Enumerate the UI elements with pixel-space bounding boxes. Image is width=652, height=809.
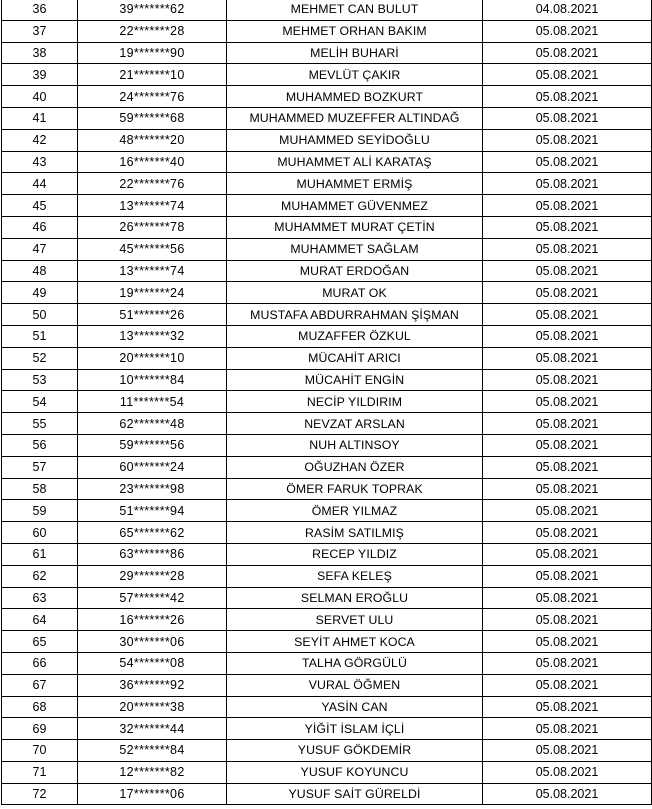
full-name-cell: MUSTAFA ABDURRAHMAN ŞİŞMAN — [227, 304, 483, 326]
table-row — [2, 347, 652, 369]
table-row — [2, 391, 652, 413]
row-number-cell: 41 — [2, 107, 78, 129]
row-number-cell: 55 — [2, 413, 78, 435]
date-cell: 05.08.2021 — [483, 216, 652, 238]
full-name-cell: MEVLÜT ÇAKIR — [227, 64, 483, 86]
full-name-cell: MUHAMMET ALİ KARATAŞ — [227, 151, 483, 173]
table-row — [2, 64, 652, 86]
full-name-cell: SELMAN EROĞLU — [227, 587, 483, 609]
full-name-cell: MUHAMMED MUZEFFER ALTINDAĞ — [227, 107, 483, 129]
date-cell: 05.08.2021 — [483, 456, 652, 478]
table-row — [2, 20, 652, 42]
id-number-cell: 30*******06 — [78, 631, 227, 653]
table-row — [2, 565, 652, 587]
date-cell: 05.08.2021 — [483, 260, 652, 282]
date-cell: 05.08.2021 — [483, 413, 652, 435]
row-number-cell: 36 — [2, 0, 78, 20]
id-number-cell: 21*******10 — [78, 64, 227, 86]
date-cell: 05.08.2021 — [483, 42, 652, 64]
table-row — [2, 107, 652, 129]
table-row — [2, 151, 652, 173]
id-number-cell: 62*******48 — [78, 413, 227, 435]
row-number-cell: 40 — [2, 86, 78, 108]
id-number-cell: 29*******28 — [78, 565, 227, 587]
full-name-cell: YUSUF KOYUNCU — [227, 761, 483, 783]
table-row — [2, 195, 652, 217]
row-number-cell: 56 — [2, 434, 78, 456]
row-number-cell: 63 — [2, 587, 78, 609]
date-cell: 05.08.2021 — [483, 86, 652, 108]
id-number-cell: 11*******54 — [78, 391, 227, 413]
table-row — [2, 783, 652, 805]
row-number-cell: 44 — [2, 173, 78, 195]
id-number-cell: 22*******76 — [78, 173, 227, 195]
full-name-cell: SEFA KELEŞ — [227, 565, 483, 587]
full-name-cell: RASİM SATILMIŞ — [227, 522, 483, 544]
full-name-cell: NECİP YILDIRIM — [227, 391, 483, 413]
id-number-cell: 60*******24 — [78, 456, 227, 478]
row-number-cell: 58 — [2, 478, 78, 500]
full-name-cell: MUZAFFER ÖZKUL — [227, 325, 483, 347]
date-cell: 05.08.2021 — [483, 325, 652, 347]
row-number-cell: 45 — [2, 195, 78, 217]
id-number-cell: 59*******68 — [78, 107, 227, 129]
row-number-cell: 52 — [2, 347, 78, 369]
full-name-cell: MÜCAHİT ARICI — [227, 347, 483, 369]
row-number-cell: 71 — [2, 761, 78, 783]
id-number-cell: 36*******92 — [78, 674, 227, 696]
date-cell: 05.08.2021 — [483, 522, 652, 544]
table-row — [2, 260, 652, 282]
row-number-cell: 57 — [2, 456, 78, 478]
row-number-cell: 69 — [2, 718, 78, 740]
table-row — [2, 587, 652, 609]
table-row — [2, 86, 652, 108]
date-cell: 05.08.2021 — [483, 282, 652, 304]
date-cell: 05.08.2021 — [483, 609, 652, 631]
date-cell: 05.08.2021 — [483, 391, 652, 413]
table-row — [2, 674, 652, 696]
full-name-cell: MUHAMMED BOZKURT — [227, 86, 483, 108]
full-name-cell: MUHAMMET GÜVENMEZ — [227, 195, 483, 217]
row-number-cell: 50 — [2, 304, 78, 326]
id-number-cell: 19*******90 — [78, 42, 227, 64]
table-row — [2, 216, 652, 238]
id-number-cell: 63*******86 — [78, 543, 227, 565]
date-cell: 05.08.2021 — [483, 347, 652, 369]
id-number-cell: 13*******74 — [78, 260, 227, 282]
full-name-cell: RECEP YILDIZ — [227, 543, 483, 565]
table-row — [2, 369, 652, 391]
date-cell: 05.08.2021 — [483, 369, 652, 391]
id-number-cell: 13*******74 — [78, 195, 227, 217]
table-row — [2, 631, 652, 653]
table-row — [2, 238, 652, 260]
date-cell: 05.08.2021 — [483, 761, 652, 783]
table-row — [2, 478, 652, 500]
full-name-cell: NEVZAT ARSLAN — [227, 413, 483, 435]
full-name-cell: MUHAMMET SAĞLAM — [227, 238, 483, 260]
id-number-cell: 22*******28 — [78, 20, 227, 42]
id-number-cell: 52*******84 — [78, 740, 227, 762]
table-row — [2, 543, 652, 565]
date-cell: 04.08.2021 — [483, 0, 652, 20]
row-number-cell: 72 — [2, 783, 78, 805]
row-number-cell: 47 — [2, 238, 78, 260]
id-number-cell: 59*******56 — [78, 434, 227, 456]
full-name-cell: YASİN CAN — [227, 696, 483, 718]
full-name-cell: VURAL ÖĞMEN — [227, 674, 483, 696]
date-cell: 05.08.2021 — [483, 129, 652, 151]
row-number-cell: 67 — [2, 674, 78, 696]
full-name-cell: YUSUF GÖKDEMİR — [227, 740, 483, 762]
row-number-cell: 43 — [2, 151, 78, 173]
id-number-cell: 45*******56 — [78, 238, 227, 260]
id-number-cell: 51*******26 — [78, 304, 227, 326]
full-name-cell: YİĞİT İSLAM İÇLİ — [227, 718, 483, 740]
id-number-cell: 23*******98 — [78, 478, 227, 500]
table-row — [2, 652, 652, 674]
table-row — [2, 522, 652, 544]
date-cell: 05.08.2021 — [483, 587, 652, 609]
id-number-cell: 10*******84 — [78, 369, 227, 391]
id-number-cell: 16*******40 — [78, 151, 227, 173]
id-number-cell: 12*******82 — [78, 761, 227, 783]
row-number-cell: 46 — [2, 216, 78, 238]
full-name-cell: MUHAMMET ERMİŞ — [227, 173, 483, 195]
row-number-cell: 49 — [2, 282, 78, 304]
full-name-cell: TALHA GÖRGÜLÜ — [227, 652, 483, 674]
id-number-cell: 20*******10 — [78, 347, 227, 369]
id-number-cell: 39*******62 — [78, 0, 227, 20]
table-row — [2, 740, 652, 762]
date-cell: 05.08.2021 — [483, 151, 652, 173]
id-number-cell: 32*******44 — [78, 718, 227, 740]
date-cell: 05.08.2021 — [483, 718, 652, 740]
table-row — [2, 761, 652, 783]
row-number-cell: 37 — [2, 20, 78, 42]
row-number-cell: 68 — [2, 696, 78, 718]
row-number-cell: 60 — [2, 522, 78, 544]
full-name-cell: ÖMER YILMAZ — [227, 500, 483, 522]
row-number-cell: 65 — [2, 631, 78, 653]
table-row — [2, 42, 652, 64]
table-row — [2, 718, 652, 740]
row-number-cell: 61 — [2, 543, 78, 565]
date-cell: 05.08.2021 — [483, 20, 652, 42]
table-row — [2, 325, 652, 347]
id-number-cell: 19*******24 — [78, 282, 227, 304]
table-row — [2, 696, 652, 718]
full-name-cell: YUSUF SAİT GÜRELDİ — [227, 783, 483, 805]
full-name-cell: SEYİT AHMET KOCA — [227, 631, 483, 653]
full-name-cell: ÖMER FARUK TOPRAK — [227, 478, 483, 500]
row-number-cell: 39 — [2, 64, 78, 86]
row-number-cell: 66 — [2, 652, 78, 674]
row-number-cell: 42 — [2, 129, 78, 151]
table-row — [2, 500, 652, 522]
id-number-cell: 16*******26 — [78, 609, 227, 631]
row-number-cell: 59 — [2, 500, 78, 522]
row-number-cell: 64 — [2, 609, 78, 631]
full-name-cell: MUHAMMET MURAT ÇETİN — [227, 216, 483, 238]
row-number-cell: 62 — [2, 565, 78, 587]
id-number-cell: 51*******94 — [78, 500, 227, 522]
full-name-cell: MÜCAHİT ENGİN — [227, 369, 483, 391]
date-cell: 05.08.2021 — [483, 696, 652, 718]
id-number-cell: 26*******78 — [78, 216, 227, 238]
row-number-cell: 70 — [2, 740, 78, 762]
full-name-cell: MEHMET CAN BULUT — [227, 0, 483, 20]
full-name-cell: NUH ALTINSOY — [227, 434, 483, 456]
date-cell: 05.08.2021 — [483, 652, 652, 674]
table-row — [2, 434, 652, 456]
id-number-cell: 13*******32 — [78, 325, 227, 347]
id-number-cell: 65*******62 — [78, 522, 227, 544]
table-row — [2, 129, 652, 151]
full-name-cell: MEHMET ORHAN BAKIM — [227, 20, 483, 42]
results-table — [1, 0, 652, 805]
table-body — [2, 0, 652, 805]
row-number-cell: 53 — [2, 369, 78, 391]
full-name-cell: MURAT OK — [227, 282, 483, 304]
date-cell: 05.08.2021 — [483, 543, 652, 565]
table-row — [2, 304, 652, 326]
full-name-cell: MELİH BUHARİ — [227, 42, 483, 64]
id-number-cell: 24*******76 — [78, 86, 227, 108]
date-cell: 05.08.2021 — [483, 478, 652, 500]
id-number-cell: 54*******08 — [78, 652, 227, 674]
date-cell: 05.08.2021 — [483, 107, 652, 129]
full-name-cell: MURAT ERDOĞAN — [227, 260, 483, 282]
date-cell: 05.08.2021 — [483, 674, 652, 696]
id-number-cell: 48*******20 — [78, 129, 227, 151]
date-cell: 05.08.2021 — [483, 783, 652, 805]
date-cell: 05.08.2021 — [483, 173, 652, 195]
table-row — [2, 0, 652, 20]
date-cell: 05.08.2021 — [483, 195, 652, 217]
row-number-cell: 51 — [2, 325, 78, 347]
row-number-cell: 54 — [2, 391, 78, 413]
table-row — [2, 609, 652, 631]
id-number-cell: 17*******06 — [78, 783, 227, 805]
date-cell: 05.08.2021 — [483, 565, 652, 587]
row-number-cell: 48 — [2, 260, 78, 282]
table-row — [2, 282, 652, 304]
date-cell: 05.08.2021 — [483, 740, 652, 762]
date-cell: 05.08.2021 — [483, 434, 652, 456]
id-number-cell: 20*******38 — [78, 696, 227, 718]
full-name-cell: SERVET ULU — [227, 609, 483, 631]
row-number-cell: 38 — [2, 42, 78, 64]
date-cell: 05.08.2021 — [483, 238, 652, 260]
date-cell: 05.08.2021 — [483, 631, 652, 653]
table-row — [2, 173, 652, 195]
table-row — [2, 413, 652, 435]
full-name-cell: OĞUZHAN ÖZER — [227, 456, 483, 478]
date-cell: 05.08.2021 — [483, 304, 652, 326]
id-number-cell: 57*******42 — [78, 587, 227, 609]
full-name-cell: MUHAMMED SEYİDOĞLU — [227, 129, 483, 151]
date-cell: 05.08.2021 — [483, 500, 652, 522]
table-row — [2, 456, 652, 478]
date-cell: 05.08.2021 — [483, 64, 652, 86]
